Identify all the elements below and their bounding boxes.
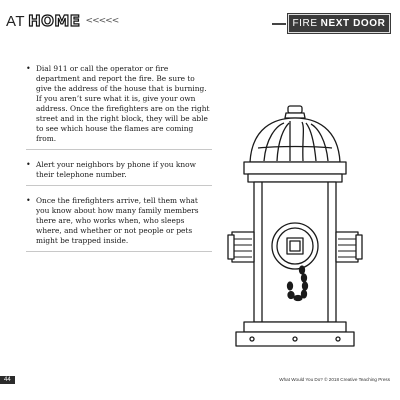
bullet-item: • Alert your neighbors by phone if you know their telephone number. (26, 160, 212, 180)
banner-rule (272, 23, 286, 25)
bullet-list (26, 64, 212, 262)
bullet-item: • Dial 911 or call the operator or fire department and report the fire. Be sure to give the address of the house that is burning. If you aren’t sure what it is, give your own address. Once the firefighters are on the right street and in the right block, they will be able to see which house the flames are coming from. (26, 64, 212, 144)
banner-fire-label: FIRE (292, 18, 318, 29)
section-header-at-home (6, 12, 118, 30)
divider (26, 251, 212, 252)
topic-banner (272, 14, 390, 33)
divider (26, 149, 212, 150)
header-at-label: AT (6, 12, 26, 30)
bullet-item: • Once the firefighters arrive, tell them what you know about how many family members there are, who works when, who sleeps where, and whether or not people or pets might be trapped inside. (26, 196, 212, 246)
header-home-label: HOME (28, 12, 81, 30)
header-chevrons: <<<<< (85, 16, 119, 26)
banner-box (288, 14, 390, 33)
banner-next-door-label: NEXT DOOR (320, 18, 386, 29)
page-number: 44 (0, 376, 15, 384)
divider (26, 185, 212, 186)
footer-credit: What Would You Do? © 2018 Creative Teaching Press (279, 377, 390, 382)
fire-hydrant-icon (222, 104, 372, 354)
